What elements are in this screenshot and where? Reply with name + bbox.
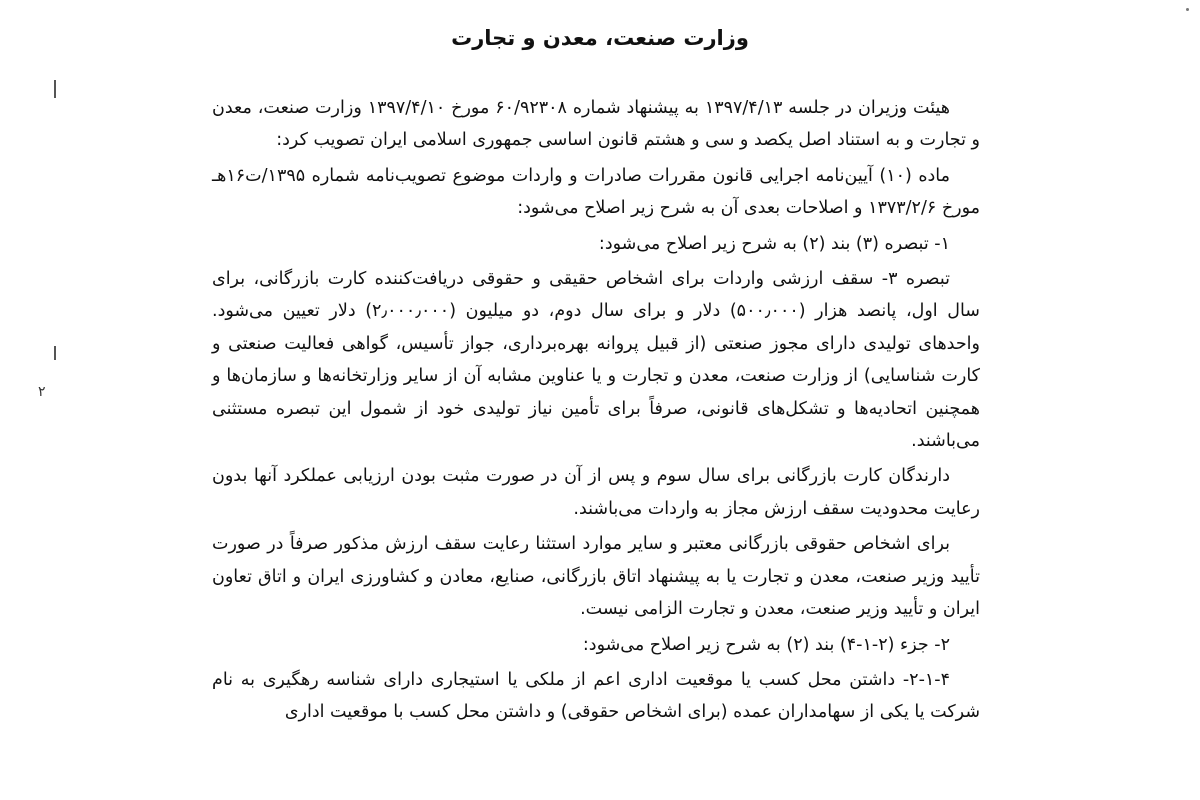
scan-margin-mark bbox=[54, 80, 56, 98]
document-body bbox=[212, 92, 980, 732]
paragraph-item-2: ۲- جزء (۲-۱-۴) بند (۲) به شرح زیر اصلاح می‌شود: bbox=[582, 634, 950, 655]
paragraph-item-1: ۱- تبصره (۳) بند (۲) به شرح زیر اصلاح می‌شود: bbox=[598, 233, 950, 254]
paragraph-article-10: ماده (۱۰) آیین‌نامه اجرایی قانون مقررات صادرات و واردات موضوع تصویب‌نامه شماره ۱۳۹۵/ت۱۶هـ مورخ ۱۳۷۳/۲/۶ و اصلاحات بعدی آن به شرح زیر اصلاح می‌شود: bbox=[212, 165, 980, 219]
scan-speck bbox=[1186, 8, 1189, 11]
paragraph-legal-entities: برای اشخاص حقوقی بازرگانی معتبر و سایر موارد استثنا رعایت سقف ارزش مذکور صرفاً در صورت تأیید وزیر صنعت، معدن و تجارت یا به پیشنهاد اتاق بازرگانی، صنایع، معادن و کشاورزی ایران و اتاق تعاون ایران و تأیید وزیر صنعت، معدن و تجارت الزامی نیست. bbox=[212, 534, 980, 620]
document-title: وزارت صنعت، معدن و تجارت bbox=[451, 26, 749, 50]
paragraph-card-holders: دارندگان کارت بازرگانی برای سال سوم و پس از آن در صورت مثبت بودن ارزیابی عملکرد آنها بدون رعایت محدودیت سقف ارزش مجاز به واردات می‌باشند. bbox=[212, 466, 980, 519]
scan-margin-mark bbox=[54, 346, 56, 360]
paragraph-note-3: تبصره ۳- سقف ارزشی واردات برای اشخاص حقیقی و حقوقی دریافت‌کننده کارت بازرگانی، برای سال اول، پانصد هزار (۵۰۰٫۰۰۰) دلار و برای سال دوم، دو میلیون (۲٫۰۰۰٫۰۰۰) دلار تعیین می‌شود. واحدهای تولیدی دارای مجوز صنعتی (از قبیل پروانه بهره‌برداری، جواز تأسیس، گواهی فعالیت صنعتی و کارت شناسایی) از وزارت صنعت، معدن و تجارت و یا عناوین مشابه آن از سایر وزارتخانه‌ها و سازمان‌ها و همچنین اتحادیه‌ها و تشکل‌های قانونی، صرفاً برای تأمین نیاز تولیدی خود از شمول این تبصره مستثنی می‌باشند. bbox=[212, 269, 980, 452]
paragraph-clause-2-1-4: ۲-۱-۴- داشتن محل کسب یا موقعیت اداری اعم از ملکی یا استیجاری دارای شناسه رهگیری به نام شرکت یا یکی از سهامداران عمده (برای اشخاص حقوقی) و داشتن محل کسب با موقعیت اداری bbox=[212, 669, 980, 723]
paragraph-preamble: هیئت وزیران در جلسه ۱۳۹۷/۴/۱۳ به پیشنهاد شماره ۶۰/۹۲۳۰۸ مورخ ۱۳۹۷/۴/۱۰ وزارت صنعت، معدن و تجارت و به استناد اصل یکصد و سی و هشتم قانون اساسی جمهوری اسلامی ایران تصویب کرد: bbox=[212, 98, 980, 151]
page-number: ۲ bbox=[38, 384, 46, 400]
